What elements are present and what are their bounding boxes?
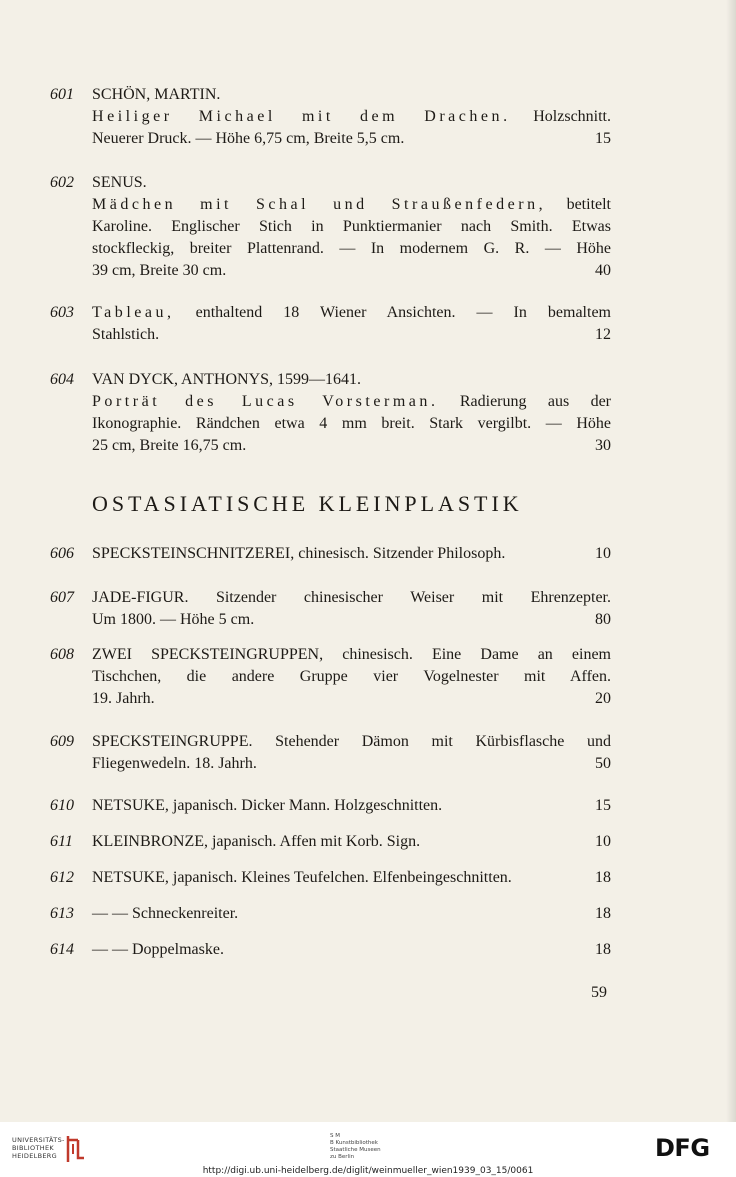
entry-line bbox=[92, 238, 611, 260]
library-line: zu Berlin bbox=[330, 1154, 355, 1160]
line-text: stockfleckig, breiter Plattenrand. — In modernem G. R. — Höhe bbox=[92, 240, 611, 257]
library-line: B Kunstbibliothek bbox=[330, 1140, 378, 1146]
line-text: ZWEI SPECKSTEINGRUPPEN, chinesisch. Eine Dame an einem bbox=[92, 646, 611, 663]
library-line: S M bbox=[330, 1133, 340, 1139]
entry-line-text bbox=[92, 646, 611, 663]
entry-description bbox=[92, 369, 611, 457]
entry-line bbox=[92, 369, 611, 391]
entry-description bbox=[92, 587, 611, 631]
line-text: SPECKSTEINGRUPPE. Stehender Dämon mit Kürbisflasche und bbox=[92, 733, 611, 750]
entry-description bbox=[92, 867, 611, 889]
entry-price: 18 bbox=[595, 941, 611, 958]
line-text: Neuerer Druck. — Höhe 6,75 cm, Breite 5,5 cm. bbox=[92, 130, 405, 147]
entry-number: 610 bbox=[50, 797, 74, 814]
university-line: UNIVERSITÄTS- bbox=[12, 1136, 65, 1144]
library-line: Staatliche Museen bbox=[330, 1147, 381, 1153]
dfg-logo: DFG bbox=[655, 1134, 710, 1162]
catalog-entry bbox=[50, 543, 611, 565]
line-text: Holzschnitt. bbox=[510, 108, 612, 125]
university-line: BIBLIOTHEK bbox=[12, 1144, 54, 1152]
entry-price: 10 bbox=[595, 545, 611, 562]
entry-line-text bbox=[92, 196, 611, 213]
line-text: Ikonographie. Rändchen etwa 4 mm breit. Stark vergilbt. — Höhe bbox=[92, 415, 611, 432]
entry-line-text bbox=[92, 753, 257, 775]
entry-line bbox=[92, 609, 611, 631]
entry-line bbox=[92, 216, 611, 238]
entry-description bbox=[92, 543, 611, 565]
entry-line-text bbox=[92, 903, 238, 925]
entry-number: 607 bbox=[50, 589, 74, 606]
entry-line bbox=[92, 939, 611, 961]
catalog-entry bbox=[50, 587, 611, 631]
section-heading: OSTASIATISCHE KLEINPLASTIK bbox=[92, 491, 523, 516]
entry-line-text bbox=[92, 304, 611, 321]
catalog-entry bbox=[50, 172, 611, 282]
entry-line-text bbox=[92, 240, 611, 257]
spaced-title: Mädchen mit Schal und Straußenfedern, bbox=[92, 196, 547, 213]
line-text: — — Doppelmaske. bbox=[92, 941, 224, 958]
entry-number: 602 bbox=[50, 174, 74, 191]
entry-line bbox=[92, 543, 611, 565]
entry-line-text bbox=[92, 393, 611, 410]
line-text: SPECKSTEINSCHNITZEREI, chinesisch. Sitzender Philosoph. bbox=[92, 545, 506, 562]
entry-price: 18 bbox=[595, 905, 611, 922]
entry-line bbox=[92, 644, 611, 666]
catalog-entry bbox=[50, 795, 611, 817]
entry-price: 50 bbox=[595, 755, 611, 772]
catalog-entry bbox=[50, 369, 611, 457]
entry-line bbox=[92, 84, 611, 106]
line-text: enthaltend 18 Wiener Ansichten. — In bemaltem bbox=[174, 304, 611, 321]
line-text: Radierung aus der bbox=[438, 393, 611, 410]
catalog-entry bbox=[50, 644, 611, 710]
entry-price: 30 bbox=[595, 437, 611, 454]
entry-line-text bbox=[92, 260, 226, 282]
entry-line bbox=[92, 194, 611, 216]
entry-number: 608 bbox=[50, 646, 74, 663]
entry-line bbox=[92, 731, 611, 753]
entry-number: 611 bbox=[50, 833, 73, 850]
entry-line-text bbox=[92, 415, 611, 432]
line-text: 39 cm, Breite 30 cm. bbox=[92, 262, 227, 279]
line-text: KLEINBRONZE, japanisch. Affen mit Korb. Sign. bbox=[92, 833, 421, 850]
entry-line-text bbox=[92, 867, 512, 889]
entry-price: 10 bbox=[595, 833, 611, 850]
spaced-title: Tableau, bbox=[92, 304, 175, 321]
entry-number: 614 bbox=[50, 941, 74, 958]
entry-line bbox=[92, 867, 611, 889]
entry-description bbox=[92, 831, 611, 853]
entry-line bbox=[92, 753, 611, 775]
entry-price: 15 bbox=[595, 130, 611, 147]
line-text: Tischchen, die andere Gruppe vier Vogelnester mit Affen. bbox=[92, 668, 611, 685]
university-logo-icon bbox=[64, 1134, 86, 1164]
line-text: betitelt bbox=[546, 196, 612, 213]
entry-line bbox=[92, 666, 611, 688]
library-stamp bbox=[330, 1133, 430, 1161]
spaced-title: Porträt des Lucas Vorsterman. bbox=[92, 393, 439, 410]
entry-price: 18 bbox=[595, 869, 611, 886]
catalog-entry bbox=[50, 84, 611, 150]
entry-description bbox=[92, 302, 611, 346]
page-number: 59 bbox=[591, 984, 607, 1001]
entry-line-text bbox=[92, 543, 505, 565]
entry-price: 15 bbox=[595, 797, 611, 814]
entry-line bbox=[92, 324, 611, 346]
line-text: 19. Jahrh. bbox=[92, 690, 155, 707]
entry-line-text bbox=[92, 688, 155, 710]
line-text: SCHÖN, MARTIN. bbox=[92, 86, 221, 103]
entry-line-text bbox=[92, 831, 420, 853]
entry-line bbox=[92, 413, 611, 435]
entry-line-text bbox=[92, 108, 611, 125]
entry-number: 612 bbox=[50, 869, 74, 886]
catalog-entry bbox=[50, 731, 611, 775]
line-text: SENUS. bbox=[92, 174, 147, 191]
line-text: Stahlstich. bbox=[92, 326, 160, 343]
catalog-entry bbox=[50, 939, 611, 961]
university-library-label bbox=[12, 1136, 65, 1160]
line-text: Um 1800. — Höhe 5 cm. bbox=[92, 611, 255, 628]
digitization-footer bbox=[0, 1122, 736, 1177]
entry-line bbox=[92, 831, 611, 853]
source-url[interactable]: http://digi.ub.uni-heidelberg.de/diglit/weinmueller_wien1939_03_15/0061 bbox=[202, 1166, 534, 1176]
spaced-title: Heiliger Michael mit dem Drachen. bbox=[92, 108, 511, 125]
entry-line bbox=[92, 128, 611, 150]
catalog-entry bbox=[50, 867, 611, 889]
entry-description bbox=[92, 172, 611, 282]
entry-number: 609 bbox=[50, 733, 74, 750]
entry-description bbox=[92, 795, 611, 817]
entry-line-text bbox=[92, 218, 611, 235]
entry-line-text bbox=[92, 86, 220, 103]
entry-line-text bbox=[92, 589, 611, 606]
entry-line-text bbox=[92, 128, 404, 150]
entry-line bbox=[92, 435, 611, 457]
entry-line-text bbox=[92, 609, 254, 631]
catalog-entry bbox=[50, 302, 611, 346]
entry-number: 601 bbox=[50, 86, 74, 103]
entry-line-text bbox=[92, 371, 361, 388]
entry-line bbox=[92, 302, 611, 324]
entry-price: 12 bbox=[595, 326, 611, 343]
university-line: HEIDELBERG bbox=[12, 1152, 58, 1160]
entry-line-text bbox=[92, 795, 442, 817]
entry-description bbox=[92, 903, 611, 925]
entry-line-text bbox=[92, 324, 159, 346]
entry-line bbox=[92, 106, 611, 128]
entry-description bbox=[92, 84, 611, 150]
entry-line bbox=[92, 172, 611, 194]
entry-price: 40 bbox=[595, 262, 611, 279]
entry-line-text bbox=[92, 939, 224, 961]
entry-number: 613 bbox=[50, 905, 74, 922]
catalog-entry bbox=[50, 831, 611, 853]
entry-line-text bbox=[92, 174, 147, 191]
entry-line-text bbox=[92, 435, 246, 457]
entry-line-text bbox=[92, 733, 611, 750]
entry-line bbox=[92, 260, 611, 282]
entry-description bbox=[92, 731, 611, 775]
entry-line bbox=[92, 795, 611, 817]
entry-number: 604 bbox=[50, 371, 74, 388]
entry-line bbox=[92, 587, 611, 609]
entry-description bbox=[92, 644, 611, 710]
entry-line bbox=[92, 688, 611, 710]
line-text: — — Schneckenreiter. bbox=[92, 905, 239, 922]
entry-description bbox=[92, 939, 611, 961]
line-text: 25 cm, Breite 16,75 cm. bbox=[92, 437, 247, 454]
entry-price: 20 bbox=[595, 690, 611, 707]
catalog-entry bbox=[50, 903, 611, 925]
entry-line-text bbox=[92, 668, 611, 685]
entry-number: 603 bbox=[50, 304, 74, 321]
entry-line bbox=[92, 903, 611, 925]
entry-line bbox=[92, 391, 611, 413]
line-text: Karoline. Englischer Stich in Punktiermanier nach Smith. Etwas bbox=[92, 218, 611, 235]
entry-number: 606 bbox=[50, 545, 74, 562]
line-text: JADE-FIGUR. Sitzender chinesischer Weiser mit Ehrenzepter. bbox=[92, 589, 611, 606]
line-text: Fliegenwedeln. 18. Jahrh. bbox=[92, 755, 257, 772]
line-text: NETSUKE, japanisch. Kleines Teufelchen. Elfenbeingeschnitten. bbox=[92, 869, 512, 886]
line-text: NETSUKE, japanisch. Dicker Mann. Holzgeschnitten. bbox=[92, 797, 443, 814]
entry-price: 80 bbox=[595, 611, 611, 628]
line-text: VAN DYCK, ANTHONYS, 1599—1641. bbox=[92, 371, 362, 388]
